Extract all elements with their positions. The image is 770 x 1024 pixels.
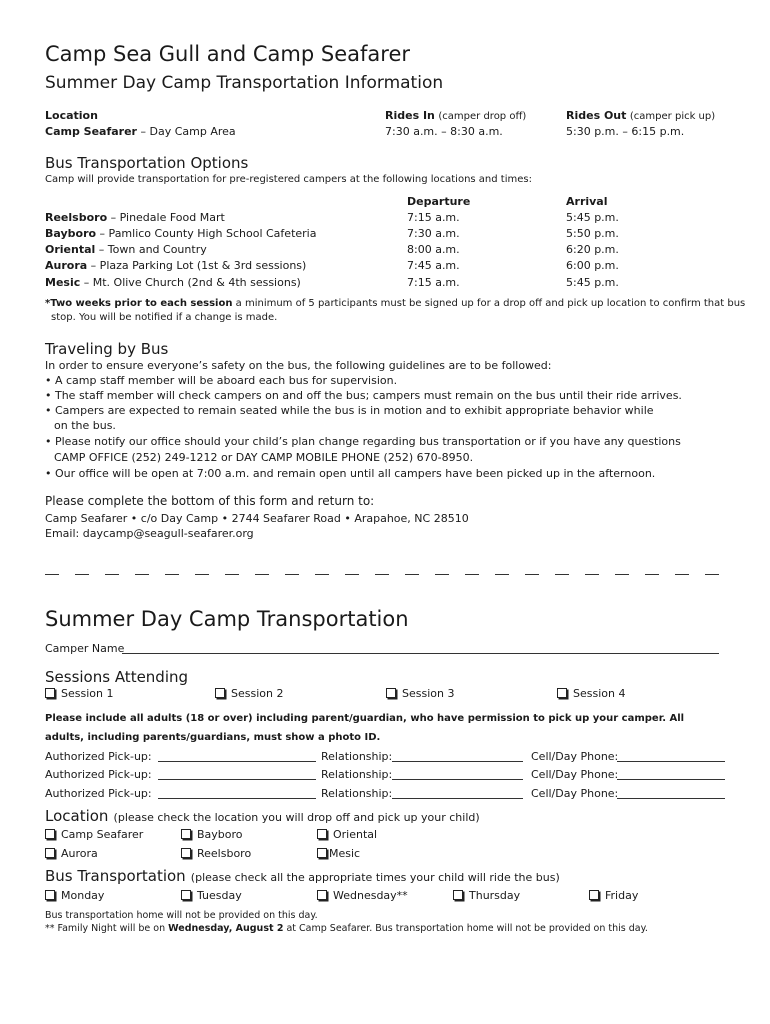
checkbox-icon bbox=[181, 848, 191, 858]
relationship-label: Relationship: bbox=[321, 750, 393, 763]
location-checkbox[interactable]: Reelsboro bbox=[181, 847, 251, 860]
form-title: Summer Day Camp Transportation bbox=[45, 607, 409, 631]
return-address: Camp Seafarer • c/o Day Camp • 2744 Seafarer Road • Arapahoe, NC 28510 bbox=[45, 512, 469, 525]
bus-options-heading: Bus Transportation Options bbox=[45, 154, 249, 172]
checkbox-icon bbox=[386, 688, 396, 698]
traveling-heading: Traveling by Bus bbox=[45, 340, 169, 358]
return-heading: Please complete the bottom of this form and return to: bbox=[45, 494, 375, 508]
relationship-field[interactable] bbox=[392, 761, 523, 762]
phone-label: Cell/Day Phone: bbox=[531, 787, 619, 800]
rides-in-time: 7:30 a.m. – 8:30 a.m. bbox=[385, 125, 503, 138]
rides-out-column-header: Rides Out (camper pick up) bbox=[566, 109, 716, 122]
pickup-label: Authorized Pick-up: bbox=[45, 750, 152, 763]
traveling-line: on the bus. bbox=[54, 419, 116, 432]
traveling-line: • A camp staff member will be aboard each bus for supervision. bbox=[45, 374, 398, 387]
footnote-2: ** Family Night will be on Wednesday, August 2 at Camp Seafarer. Bus transportation home will not be provided on this day. bbox=[45, 923, 648, 934]
pickup-name-field[interactable] bbox=[158, 779, 316, 780]
traveling-line: • The staff member will check campers on and off the bus; campers must remain on the bus until their ride arrives. bbox=[45, 389, 682, 402]
bus-stop-name: Aurora – Plaza Parking Lot (1st & 3rd sessions) bbox=[45, 259, 307, 272]
bus-stop-arrival: 5:45 p.m. bbox=[566, 276, 619, 289]
relationship-label: Relationship: bbox=[321, 787, 393, 800]
camper-name-label: Camper Name bbox=[45, 642, 125, 655]
checkbox-icon bbox=[589, 890, 599, 900]
bus-stop-departure: 7:15 a.m. bbox=[407, 276, 460, 289]
bus-stop-departure: 8:00 a.m. bbox=[407, 243, 460, 256]
bus-stop-name: Mesic – Mt. Olive Church (2nd & 4th sessions) bbox=[45, 276, 301, 289]
location-checkbox[interactable]: Camp Seafarer bbox=[45, 828, 143, 841]
checkbox-icon bbox=[45, 829, 55, 839]
pickup-label: Authorized Pick-up: bbox=[45, 787, 152, 800]
rides-in-column-header: Rides In (camper drop off) bbox=[385, 109, 527, 122]
checkbox-icon bbox=[45, 688, 55, 698]
phone-field[interactable] bbox=[617, 779, 725, 780]
day-checkbox[interactable]: Wednesday** bbox=[317, 889, 408, 902]
bus-options-note: *Two weeks prior to each session a minimum of 5 participants must be signed up for a drop off and pick up location to confirm that bus bbox=[45, 298, 746, 309]
day-checkbox[interactable]: Friday bbox=[589, 889, 638, 902]
relationship-field[interactable] bbox=[392, 779, 523, 780]
pickup-label: Authorized Pick-up: bbox=[45, 768, 152, 781]
camper-name-field[interactable] bbox=[122, 653, 719, 654]
bus-stop-arrival: 6:00 p.m. bbox=[566, 259, 619, 272]
bus-options-note-line2: stop. You will be notified if a change is made. bbox=[51, 312, 278, 323]
checkbox-icon bbox=[317, 890, 327, 900]
session-checkbox[interactable]: Session 2 bbox=[215, 687, 283, 700]
adults-note: Please include all adults (18 or over) including parent/guardian, who have permission to pick up your camper. All bbox=[45, 713, 685, 724]
bus-stop-arrival: 5:45 p.m. bbox=[566, 211, 619, 224]
location-column-header: Location bbox=[45, 109, 98, 122]
location-row: Camp Seafarer – Day Camp Area bbox=[45, 125, 236, 138]
session-checkbox[interactable]: Session 3 bbox=[386, 687, 454, 700]
phone-label: Cell/Day Phone: bbox=[531, 750, 619, 763]
bus-stop-arrival: 6:20 p.m. bbox=[566, 243, 619, 256]
checkbox-icon bbox=[317, 848, 327, 858]
location-checkbox[interactable]: Mesic bbox=[317, 847, 360, 860]
traveling-line: • Please notify our office should your child’s plan change regarding bus transportation or if you have any questions bbox=[45, 435, 681, 448]
footnote-1: Bus transportation home will not be provided on this day. bbox=[45, 910, 318, 921]
checkbox-icon bbox=[453, 890, 463, 900]
checkbox-icon bbox=[557, 688, 567, 698]
location-checkbox[interactable]: Bayboro bbox=[181, 828, 243, 841]
location-checkbox[interactable]: Oriental bbox=[317, 828, 377, 841]
checkbox-icon bbox=[181, 829, 191, 839]
checkbox-icon bbox=[45, 890, 55, 900]
day-checkbox[interactable]: Monday bbox=[45, 889, 104, 902]
checkbox-icon bbox=[215, 688, 225, 698]
bus-stop-arrival: 5:50 p.m. bbox=[566, 227, 619, 240]
pickup-name-field[interactable] bbox=[158, 798, 316, 799]
day-checkbox[interactable]: Tuesday bbox=[181, 889, 242, 902]
sessions-heading: Sessions Attending bbox=[45, 668, 189, 686]
location-checkbox[interactable]: Aurora bbox=[45, 847, 98, 860]
pickup-name-field[interactable] bbox=[158, 761, 316, 762]
bus-stop-departure: 7:30 a.m. bbox=[407, 227, 460, 240]
traveling-line: • Our office will be open at 7:00 a.m. and remain open until all campers have been picked up in the afternoon. bbox=[45, 467, 656, 480]
traveling-line: CAMP OFFICE (252) 249-1212 or DAY CAMP MOBILE PHONE (252) 670-8950. bbox=[54, 451, 474, 464]
arrival-column-header: Arrival bbox=[566, 195, 608, 208]
checkbox-icon bbox=[181, 890, 191, 900]
phone-field[interactable] bbox=[617, 798, 725, 799]
location-heading: Location (please check the location you will drop off and pick up your child) bbox=[45, 807, 480, 825]
checkbox-icon bbox=[45, 848, 55, 858]
traveling-line: • Campers are expected to remain seated while the bus is in motion and to exhibit appropriate behavior while bbox=[45, 404, 654, 417]
phone-field[interactable] bbox=[617, 761, 725, 762]
page-title: Camp Sea Gull and Camp Seafarer bbox=[45, 42, 410, 66]
bus-stop-departure: 7:15 a.m. bbox=[407, 211, 460, 224]
bus-stop-departure: 7:45 a.m. bbox=[407, 259, 460, 272]
traveling-line: In order to ensure everyone’s safety on the bus, the following guidelines are to be followed: bbox=[45, 359, 552, 372]
session-checkbox[interactable]: Session 4 bbox=[557, 687, 625, 700]
bus-stop-name: Reelsboro – Pinedale Food Mart bbox=[45, 211, 225, 224]
return-email: Email: daycamp@seagull-seafarer.org bbox=[45, 527, 254, 540]
bus-options-intro: Camp will provide transportation for pre-registered campers at the following locations and times: bbox=[45, 174, 532, 185]
adults-note-line2: adults, including parents/guardians, must show a photo ID. bbox=[45, 732, 381, 743]
bus-stop-name: Bayboro – Pamlico County High School Cafeteria bbox=[45, 227, 317, 240]
phone-label: Cell/Day Phone: bbox=[531, 768, 619, 781]
rides-out-time: 5:30 p.m. – 6:15 p.m. bbox=[566, 125, 685, 138]
page-subtitle: Summer Day Camp Transportation Information bbox=[45, 73, 444, 93]
relationship-field[interactable] bbox=[392, 798, 523, 799]
session-checkbox[interactable]: Session 1 bbox=[45, 687, 113, 700]
day-checkbox[interactable]: Thursday bbox=[453, 889, 520, 902]
departure-column-header: Departure bbox=[407, 195, 471, 208]
checkbox-icon bbox=[317, 829, 327, 839]
relationship-label: Relationship: bbox=[321, 768, 393, 781]
bus-transportation-heading: Bus Transportation (please check all the appropriate times your child will ride the bus) bbox=[45, 867, 560, 885]
bus-stop-name: Oriental – Town and Country bbox=[45, 243, 207, 256]
